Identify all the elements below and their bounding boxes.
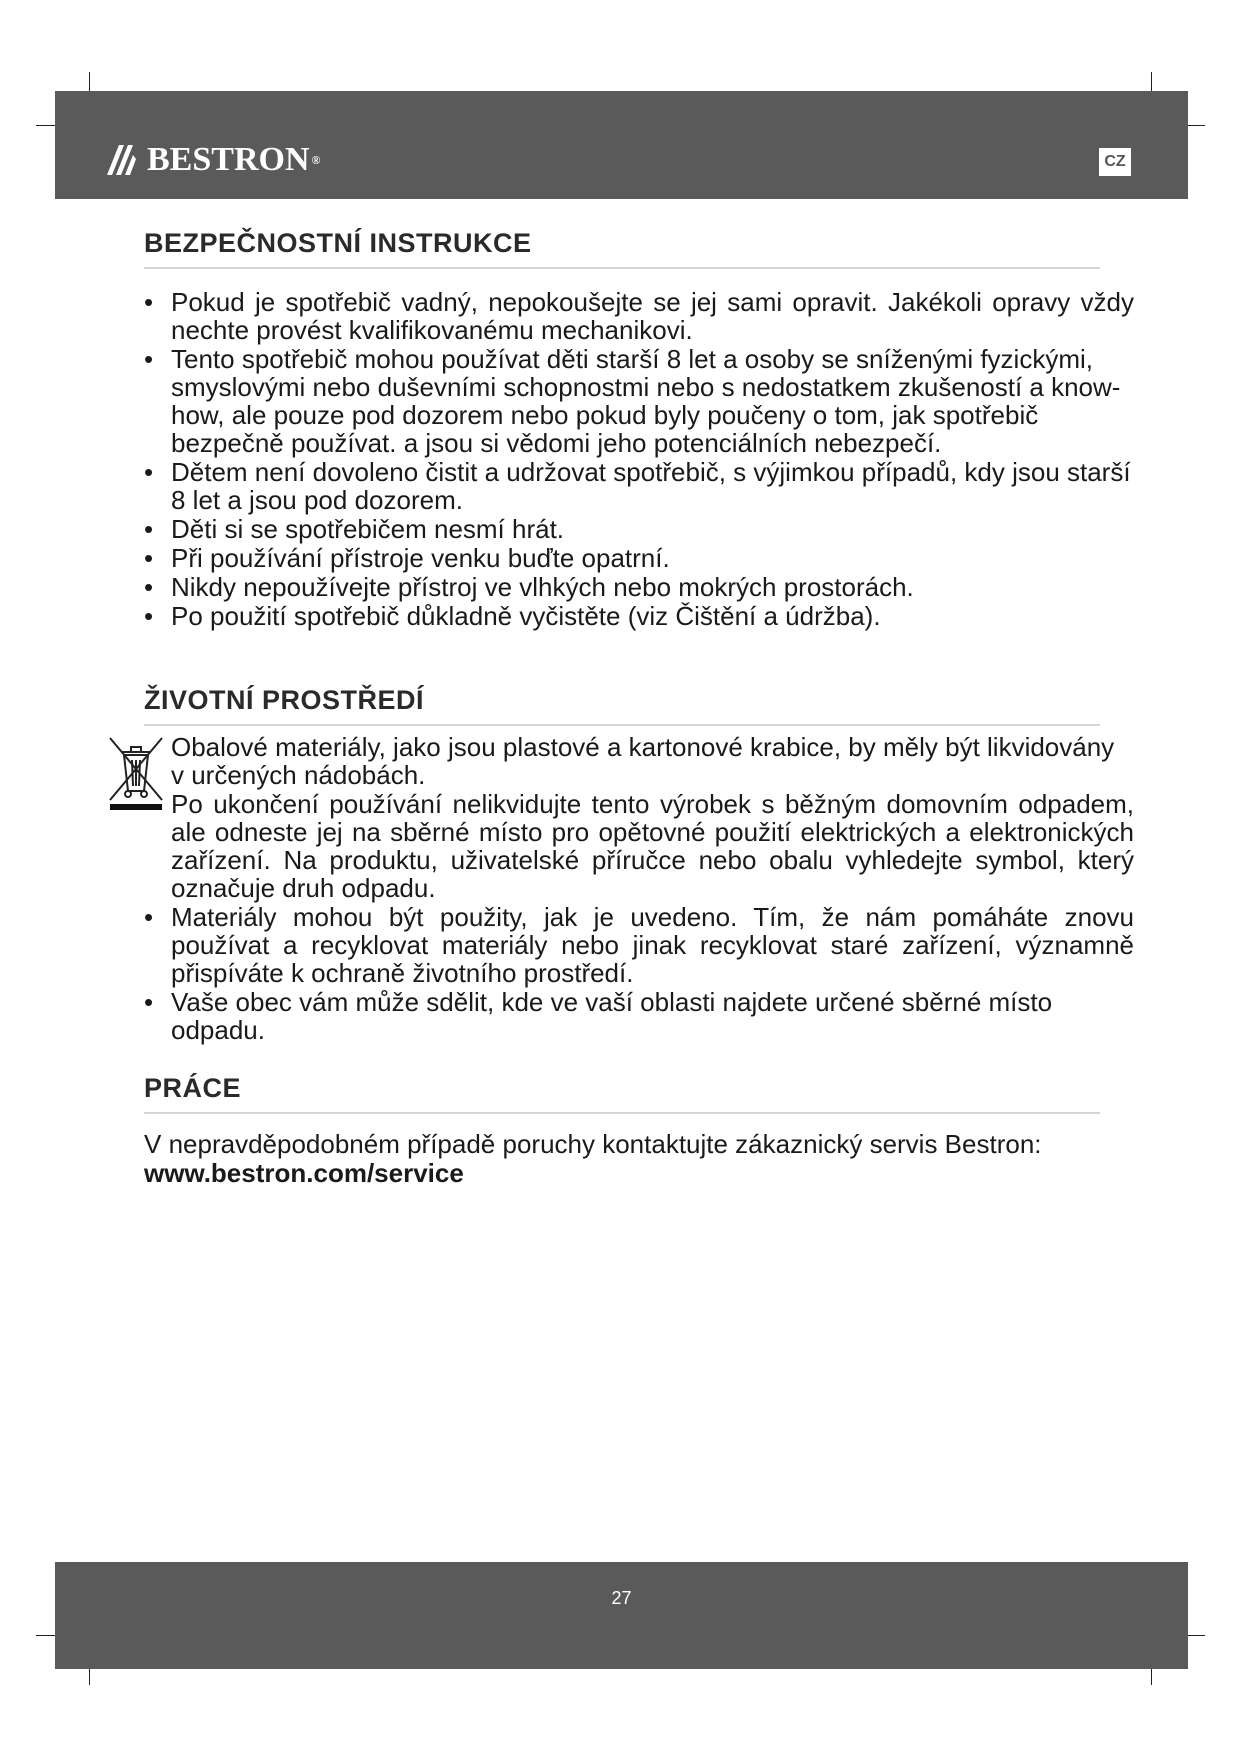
environment-section-title: ŽIVOTNÍ PROSTŘEDÍ: [144, 685, 1100, 726]
list-item: [144, 458, 1134, 514]
list-item: [144, 345, 1134, 457]
brand-name-text: BESTRON: [147, 141, 310, 178]
list-item: [144, 988, 1134, 1044]
list-item-text: Při používání přístroje venku buďte opatrní.: [171, 543, 670, 573]
brand-chevrons-icon: [105, 143, 139, 177]
header-bar: [55, 91, 1188, 199]
list-item: [144, 733, 1134, 789]
bullet: •: [144, 287, 154, 317]
brand-name: [147, 143, 320, 177]
list-item-text: Pokud je spotřebič vadný, nepokoušejte se jej sami opravit. Jakékoli opravy vždy nechte provést kvalifikovanému mechanikovi.: [171, 287, 1134, 345]
safety-list: [144, 288, 1134, 631]
list-item-text: Tento spotřebič mohou používat děti starší 8 let a osoby se sníženými fyzickými, smyslovými nebo duševními schopnostmi nebo s nedostatkem zkušeností a know-how, ale pouze pod dozorem nebo pokud byly poučeny o tom, jak spotřebič bezpečně používat. a jsou si vědomi jeho potenciálních nebezpečí.: [171, 344, 1121, 458]
bullet: •: [144, 572, 154, 602]
bullet: •: [144, 344, 154, 374]
bullet: •: [144, 457, 154, 487]
list-item: [144, 602, 1134, 630]
bullet: •: [144, 543, 154, 573]
environment-list: [144, 733, 1134, 1045]
list-item-text: Po ukončení používání nelikvidujte tento výrobek s běžným domovním odpadem, ale odneste jej na sběrné místo pro opětovné použití elektrických a elektronických zařízení. Na produktu, uživatelské příručce nebo obalu vyhledejte symbol, který označuje druh odpadu.: [171, 789, 1134, 903]
footer-bar: [55, 1562, 1188, 1669]
crossed-out-bin-icon: [108, 736, 164, 810]
list-item: [144, 515, 1134, 543]
safety-section-title: BEZPEČNOSTNÍ INSTRUKCE: [144, 228, 1100, 269]
list-item-text: Materiály mohou být použity, jak je uvedeno. Tím, že nám pomáháte znovu používat a recyklovat materiály nebo jinak recyklovat staré zařízení, významně přispíváte k ochraně životního prostředí.: [171, 902, 1134, 988]
list-item-text: Obalové materiály, jako jsou plastové a kartonové krabice, by měly být likvidovány v určených nádobách.: [171, 732, 1115, 790]
service-link[interactable]: www.bestron.com/service: [144, 1158, 464, 1188]
language-badge: CZ: [1099, 148, 1131, 176]
list-item: [144, 288, 1134, 344]
list-item: [144, 790, 1134, 902]
bullet: •: [144, 514, 154, 544]
bullet: •: [144, 902, 154, 932]
list-item-text: Děti si se spotřebičem nesmí hrát.: [171, 514, 565, 544]
brand-logo: [105, 143, 320, 177]
list-item-text: Dětem není dovoleno čistit a udržovat spotřebič, s výjimkou případů, kdy jsou starší 8 let a jsou pod dozorem.: [171, 457, 1131, 515]
work-section-title: PRÁCE: [144, 1073, 1100, 1114]
list-item-text: Po použití spotřebič důkladně vyčistěte (viz Čištění a údržba).: [171, 601, 881, 631]
page-number: 27: [611, 1588, 632, 1608]
list-item-text: Vaše obec vám může sdělit, kde ve vaší oblasti najdete určené sběrné místo odpadu.: [171, 987, 1053, 1045]
service-paragraph: [144, 1130, 1124, 1188]
service-text: V nepravděpodobném případě poruchy kontaktujte zákaznický servis Bestron:: [144, 1129, 1042, 1159]
list-item: [144, 903, 1134, 987]
list-item: [144, 573, 1134, 601]
bullet: •: [144, 601, 154, 631]
list-item-text: Nikdy nepoužívejte přístroj ve vlhkých nebo mokrých prostorách.: [171, 572, 914, 602]
list-item: [144, 544, 1134, 572]
registered-mark: ®: [311, 153, 321, 167]
bullet: •: [144, 987, 154, 1017]
